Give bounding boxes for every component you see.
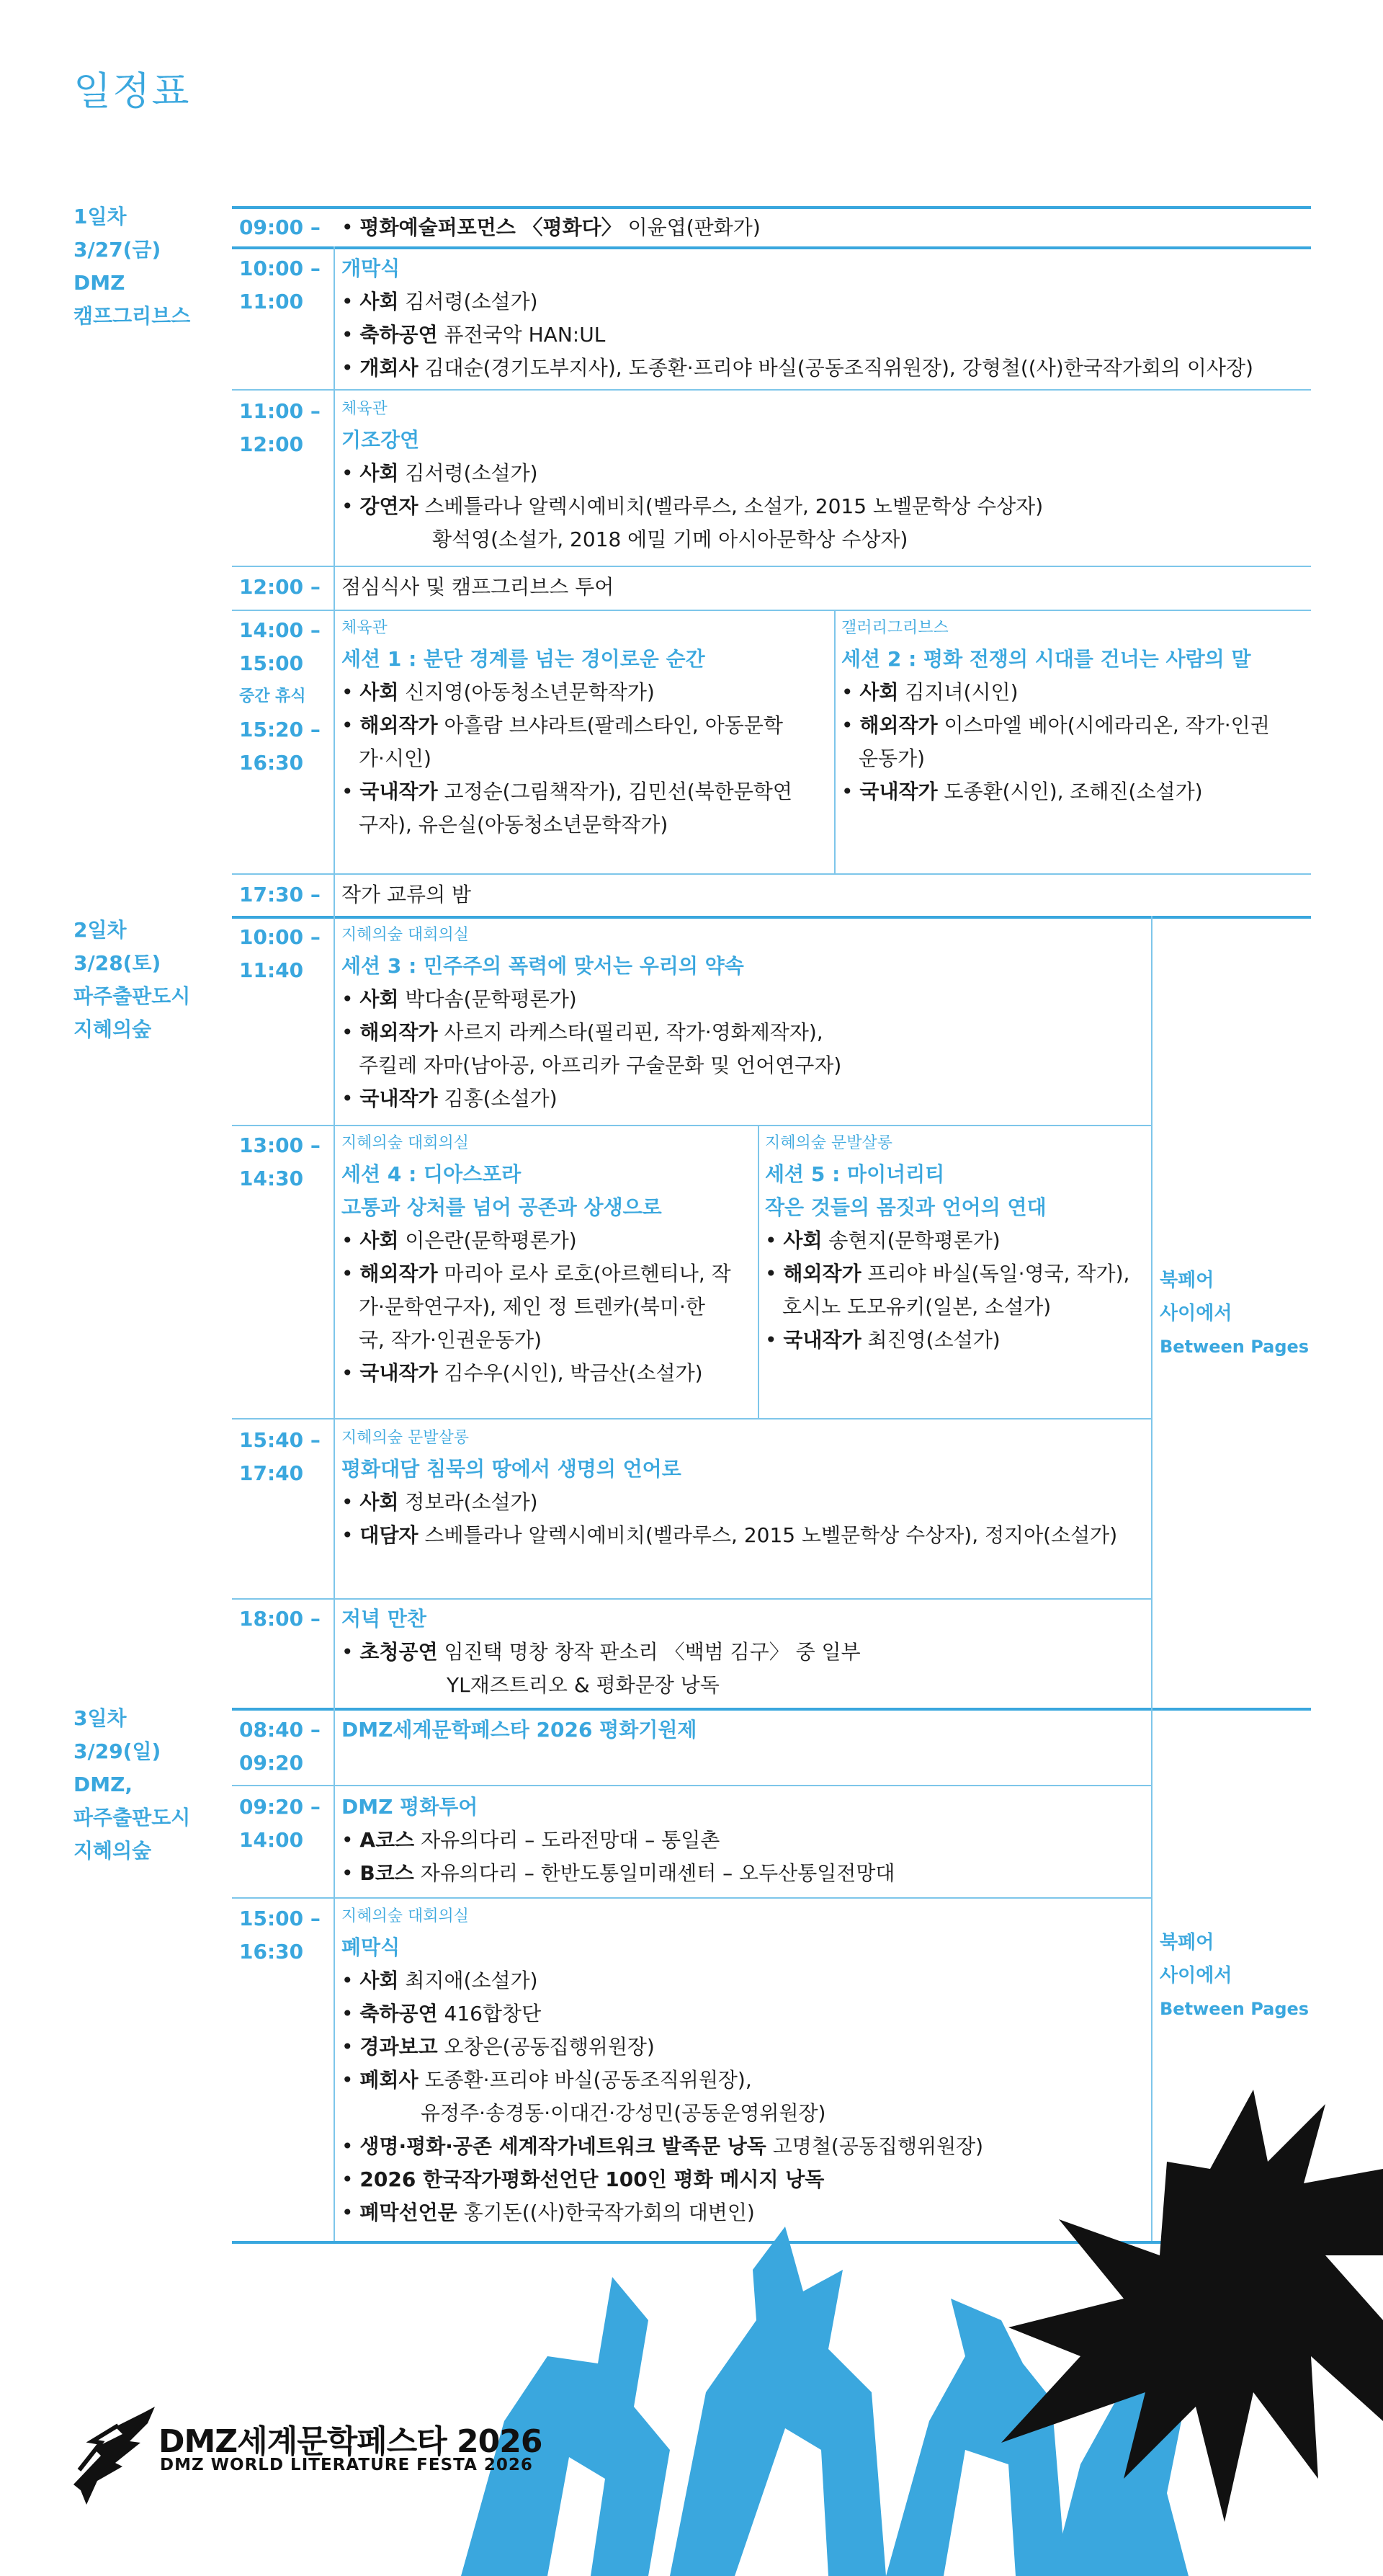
event-keynote: 체육관 기조강연 • 사회 김서령(소설가) • 강연자 스베틀라나 알렉시예비치(벨라루스, 소설가, 2015 노벨문학상 수상자) 황석영(소설가, 2018 에밀 기메 아시아문학상 수상자) (341, 400, 1044, 551)
divider (232, 566, 1311, 567)
event-lunch: 점심식사 및 캠프그리브스 투어 (341, 575, 614, 599)
bookfair-label: 북페어 사이에서 Between Pages (1160, 1270, 1310, 1357)
event-session-2: 갤러리그리브스 세션 2 : 평화 전쟁의 시대를 건너는 사람의 말 • 사회 김지녀(시인) • 해외작가 이스마엘 베아(시에라리온, 작가·인권 운동가) • 국내작가 도종환(시인), 조해진(소설가) (841, 619, 1270, 803)
page-title: 일정표 (73, 68, 191, 114)
event-session-4: 지혜의숲 대회의실 세션 4 : 디아스포라 고통과 상처를 넘어 공존과 상생으로 • 사회 이은란(문학평론가) • 해외작가 마리아 로사 로호(아르헨티나, 작 가·문학연구자), 제인 정 트렌카(북미·한 국, 작가·인권운동가) • 국내작가 김수우(시인), 박금산(소설가) (341, 1134, 731, 1385)
time-slot: 09:20 – 14:00 (239, 1795, 321, 1852)
time-slot: 10:00 – 11:40 (239, 925, 321, 982)
time-slot: 08:40 – 09:20 (239, 1718, 321, 1775)
event-session-5: 지혜의숲 문발살롱 세션 5 : 마이너리티 작은 것들의 몸짓과 언어의 연대 • 사회 송현지(문학평론가) • 해외작가 프리야 바실(독일·영국, 작가), 호시노 도모유키(일본, 소설가) • 국내작가 최진영(소설가) (765, 1134, 1130, 1352)
event-performance: • 평화예술퍼포먼스 〈평화다〉 이윤엽(판화가) (341, 215, 761, 239)
time-slot: 12:00 – (239, 575, 321, 599)
divider (232, 246, 1311, 249)
divider (232, 916, 1311, 919)
time-slot: 17:30 – (239, 883, 321, 906)
time-slot: 13:00 – 14:30 (239, 1133, 321, 1190)
decorative-figures (0, 2018, 1383, 2576)
event-session-3: 지혜의숲 대회의실 세션 3 : 민주주의 폭력에 맞서는 우리의 약속 • 사회 박다솜(문학평론가) • 해외작가 사르지 라케스타(필리핀, 작가·영화제작자), 주킬레 자마(남아공, 아프리카 구술문화 및 언어연구자) • 국내작가 김홍(소설가) (341, 926, 842, 1110)
divider (232, 389, 1311, 391)
time-slot: 15:40 – 17:40 (239, 1428, 321, 1485)
day2-label: 2일차 3/28(토) 파주출판도시 지혜의숲 (73, 918, 191, 1041)
bookfair-label: 북페어 사이에서 Between Pages (1160, 1932, 1310, 2019)
column-divider (758, 1125, 759, 1418)
column-divider (334, 246, 335, 2241)
divider (232, 610, 1311, 611)
time-slot: 18:00 – (239, 1607, 321, 1631)
divider (232, 873, 1311, 875)
event-closing: 지혜의숲 대회의실 폐막식 • 사회 최지애(소설가) • 축하공연 416합창단 • 경과보고 오창은(공동집행위원장) • 폐회사 도종환·프리야 바실(공동조직위원장), 유정주·송경동·이대건·강성민(공동운영위원장) • 생명·평화·공존 세계작가네트워크 발족문 낭독 고명철(공동집행위원장) • 2026 한국작가평화선언단 100인 평화 메시지 낭독 • 폐막선언문 홍기돈((사)한국작가회의 대변인) (341, 1907, 984, 2224)
divider (232, 1785, 1151, 1786)
time-slot: 10:00 – 11:00 (239, 257, 321, 313)
event-session-1: 체육관 세션 1 : 분단 경계를 넘는 경이로운 순간 • 사회 신지영(아동청소년문학작가) • 해외작가 아흘람 브샤라트(팔레스타인, 아동문학 가·시인) • 국내작가 고정순(그림책작가), 김민선(북한문학연 구자), 유은실(아동청소년문학작가) (341, 619, 792, 837)
event-peace-ritual: DMZ세계문학페스타 2026 평화기원제 (341, 1718, 697, 1742)
time-slot: 09:00 – (239, 215, 321, 239)
event-writers-night: 작가 교류의 밤 (341, 883, 472, 906)
event-dinner: 저녁 만찬 • 초청공연 임진택 명창 창작 판소리 〈백범 김구〉 중 일부 YL재즈트리오 & 평화문장 낭독 (341, 1607, 861, 1697)
logo-english: DMZ WORLD LITERATURE FESTA 2026 (160, 2456, 533, 2474)
divider (232, 1708, 1311, 1711)
time-slot: 15:00 – 16:30 (239, 1907, 321, 1964)
divider (232, 1418, 1151, 1420)
divider (232, 1897, 1151, 1899)
event-peace-tour: DMZ 평화투어 • A코스 자유의다리 – 도라전망대 – 통일촌 • B코스 자유의다리 – 한반도통일미래센터 – 오두산통일전망대 (341, 1795, 895, 1885)
bird-logo-icon (72, 2398, 158, 2506)
day1-label: 1일차 3/27(금) DMZ 캠프그리브스 (73, 205, 191, 328)
event-opening: 개막식 • 사회 김서령(소설가) • 축하공연 퓨전국악 HAN:UL • 개회사 김대순(경기도부지사), 도종환·프리야 바실(공동조직위원장), 강형철((사)한국작가회의 이사장) (341, 257, 1253, 380)
divider (232, 206, 1311, 209)
time-slot: 11:00 – 12:00 (239, 399, 321, 456)
event-peace-dialogue: 지혜의숲 문발살롱 평화대담 침묵의 땅에서 생명의 언어로 • 사회 정보라(소설가) • 대담자 스베틀라나 알렉시예비치(벨라루스, 2015 노벨문학상 수상자), 정지아(소설가) (341, 1429, 1118, 1547)
divider (232, 1598, 1151, 1600)
day3-label: 3일차 3/29(일) DMZ, 파주출판도시 지혜의숲 (73, 1706, 191, 1863)
divider (232, 1125, 1151, 1126)
time-slot: 14:00 – 15:00 중간 휴식 15:20 – 16:30 (239, 618, 321, 775)
logo-korean: DMZ세계문학페스타 2026 (158, 2423, 542, 2460)
column-divider (834, 610, 836, 873)
